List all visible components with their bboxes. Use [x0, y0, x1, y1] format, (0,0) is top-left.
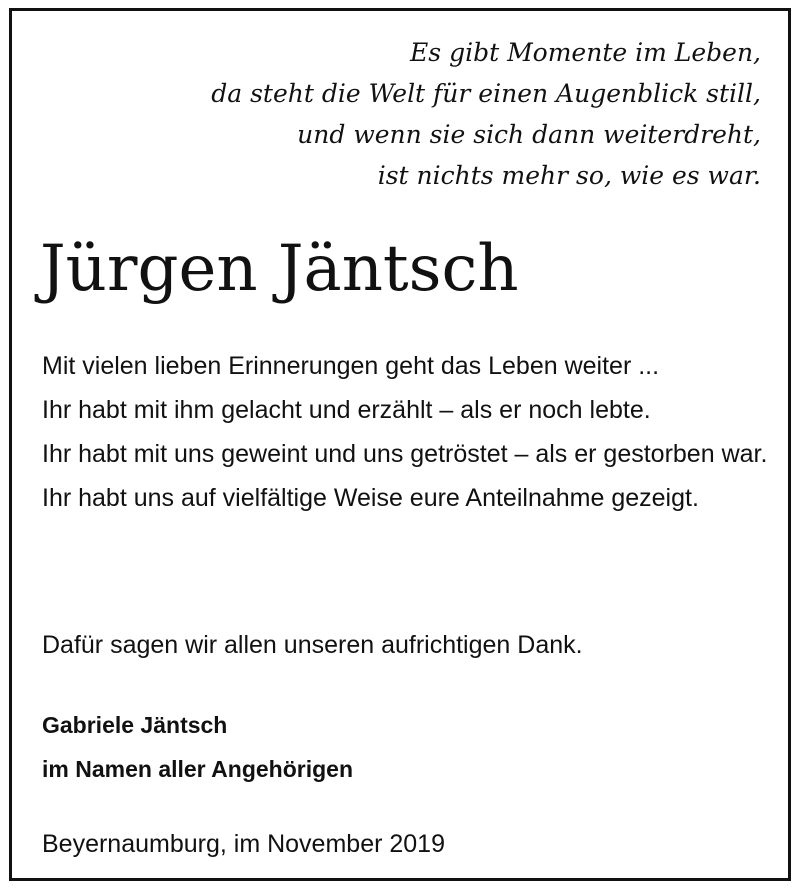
- quote-line: da steht die Welt für einen Augenblick still,: [211, 79, 761, 108]
- message-paragraph: Ihr habt mit uns geweint und uns getröstet – als er gestorben war.: [42, 440, 768, 468]
- thank-you-message: [42, 344, 772, 520]
- deceased-name: Jürgen Jäntsch: [40, 232, 519, 306]
- thanks-line: Dafür sagen wir allen unseren aufrichtigen Dank.: [42, 631, 583, 659]
- memorial-quote: [211, 32, 761, 196]
- signature-name: Gabriele Jäntsch: [42, 712, 228, 738]
- quote-line: ist nichts mehr so, wie es war.: [377, 161, 761, 190]
- message-paragraph: Mit vielen lieben Erinnerungen geht das Leben weiter ...: [42, 352, 660, 380]
- quote-line: Es gibt Momente im Leben,: [410, 38, 761, 67]
- notice-frame: [9, 8, 791, 881]
- quote-line: und wenn sie sich dann weiterdreht,: [297, 120, 761, 149]
- signature-block: [42, 703, 353, 791]
- signature-on-behalf: im Namen aller Angehörigen: [42, 756, 353, 782]
- place-and-date: Beyernaumburg, im November 2019: [42, 830, 445, 858]
- message-paragraph: Ihr habt uns auf vielfältige Weise eure Anteilnahme gezeigt.: [42, 484, 699, 512]
- message-paragraph: Ihr habt mit ihm gelacht und erzählt – als er noch lebte.: [42, 396, 651, 424]
